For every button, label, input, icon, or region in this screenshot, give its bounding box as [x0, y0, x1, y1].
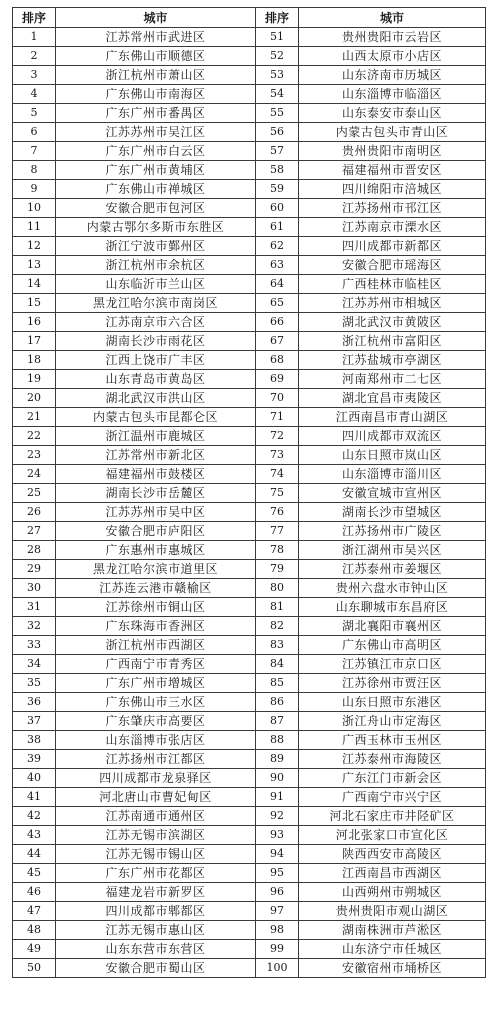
table-row — [13, 332, 486, 351]
rank-cell-right: 86 — [256, 693, 299, 712]
rank-cell-right: 61 — [256, 218, 299, 237]
city-cell-left: 黑龙江哈尔滨市道里区 — [56, 560, 256, 579]
city-cell-left: 山东东营市东营区 — [56, 940, 256, 959]
city-cell-right: 山西太原市小店区 — [299, 47, 486, 66]
rank-cell-left: 30 — [13, 579, 56, 598]
rank-cell-right: 69 — [256, 370, 299, 389]
rank-cell-left: 46 — [13, 883, 56, 902]
rank-cell-right: 76 — [256, 503, 299, 522]
table-row — [13, 826, 486, 845]
city-ranking-table — [12, 7, 486, 978]
table-row — [13, 408, 486, 427]
city-cell-left: 浙江宁波市鄞州区 — [56, 237, 256, 256]
rank-cell-left: 32 — [13, 617, 56, 636]
rank-cell-left: 5 — [13, 104, 56, 123]
city-cell-left: 河北唐山市曹妃甸区 — [56, 788, 256, 807]
table-row — [13, 693, 486, 712]
rank-cell-left: 27 — [13, 522, 56, 541]
rank-cell-right: 85 — [256, 674, 299, 693]
ranking-table-container — [12, 7, 485, 978]
rank-cell-right: 55 — [256, 104, 299, 123]
table-row — [13, 47, 486, 66]
rank-cell-right: 58 — [256, 161, 299, 180]
city-cell-left: 四川成都市郫都区 — [56, 902, 256, 921]
city-cell-left: 广东广州市花都区 — [56, 864, 256, 883]
rank-cell-right: 82 — [256, 617, 299, 636]
rank-cell-left: 3 — [13, 66, 56, 85]
city-cell-right: 山东济南市历城区 — [299, 66, 486, 85]
city-cell-left: 湖北武汉市洪山区 — [56, 389, 256, 408]
city-cell-right: 山东淄博市淄川区 — [299, 465, 486, 484]
rank-cell-right: 96 — [256, 883, 299, 902]
rank-cell-right: 73 — [256, 446, 299, 465]
city-cell-right: 江苏泰州市海陵区 — [299, 750, 486, 769]
table-row — [13, 28, 486, 47]
rank-cell-left: 28 — [13, 541, 56, 560]
rank-cell-right: 75 — [256, 484, 299, 503]
city-cell-left: 江西上饶市广丰区 — [56, 351, 256, 370]
rank-cell-left: 47 — [13, 902, 56, 921]
rank-cell-left: 31 — [13, 598, 56, 617]
rank-cell-left: 4 — [13, 85, 56, 104]
table-row — [13, 256, 486, 275]
rank-cell-right: 94 — [256, 845, 299, 864]
city-cell-right: 江苏盐城市亭湖区 — [299, 351, 486, 370]
city-cell-left: 江苏无锡市滨湖区 — [56, 826, 256, 845]
table-row — [13, 275, 486, 294]
rank-cell-right: 63 — [256, 256, 299, 275]
rank-cell-left: 34 — [13, 655, 56, 674]
rank-cell-left: 45 — [13, 864, 56, 883]
city-cell-right: 江苏泰州市姜堰区 — [299, 560, 486, 579]
city-cell-left: 江苏徐州市铜山区 — [56, 598, 256, 617]
city-cell-left: 安徽合肥市蜀山区 — [56, 959, 256, 978]
rank-cell-left: 48 — [13, 921, 56, 940]
city-cell-left: 内蒙古鄂尔多斯市东胜区 — [56, 218, 256, 237]
city-cell-right: 江苏苏州市相城区 — [299, 294, 486, 313]
table-row — [13, 655, 486, 674]
rank-cell-left: 17 — [13, 332, 56, 351]
table-row — [13, 712, 486, 731]
table-row — [13, 180, 486, 199]
rank-cell-left: 38 — [13, 731, 56, 750]
rank-cell-left: 6 — [13, 123, 56, 142]
city-cell-right: 山东聊城市东昌府区 — [299, 598, 486, 617]
rank-cell-left: 37 — [13, 712, 56, 731]
header-city-left: 城市 — [56, 8, 256, 28]
city-cell-right: 山西朔州市朔城区 — [299, 883, 486, 902]
city-cell-right: 山东泰安市泰山区 — [299, 104, 486, 123]
table-row — [13, 579, 486, 598]
rank-cell-left: 44 — [13, 845, 56, 864]
table-row — [13, 142, 486, 161]
rank-cell-right: 87 — [256, 712, 299, 731]
rank-cell-left: 11 — [13, 218, 56, 237]
rank-cell-left: 36 — [13, 693, 56, 712]
table-row — [13, 636, 486, 655]
city-cell-right: 山东日照市东港区 — [299, 693, 486, 712]
city-cell-left: 四川成都市龙泉驿区 — [56, 769, 256, 788]
city-cell-right: 福建福州市晋安区 — [299, 161, 486, 180]
rank-cell-left: 18 — [13, 351, 56, 370]
rank-cell-right: 93 — [256, 826, 299, 845]
rank-cell-right: 67 — [256, 332, 299, 351]
city-cell-right: 四川绵阳市涪城区 — [299, 180, 486, 199]
rank-cell-left: 49 — [13, 940, 56, 959]
rank-cell-left: 21 — [13, 408, 56, 427]
rank-cell-left: 25 — [13, 484, 56, 503]
rank-cell-left: 9 — [13, 180, 56, 199]
rank-cell-left: 26 — [13, 503, 56, 522]
table-row — [13, 218, 486, 237]
city-cell-left: 江苏扬州市江都区 — [56, 750, 256, 769]
city-cell-left: 江苏常州市武进区 — [56, 28, 256, 47]
rank-cell-left: 10 — [13, 199, 56, 218]
rank-cell-right: 89 — [256, 750, 299, 769]
rank-cell-left: 2 — [13, 47, 56, 66]
city-cell-left: 福建福州市鼓楼区 — [56, 465, 256, 484]
city-cell-left: 江苏连云港市赣榆区 — [56, 579, 256, 598]
rank-cell-left: 43 — [13, 826, 56, 845]
city-cell-right: 广东江门市新会区 — [299, 769, 486, 788]
city-cell-left: 安徽合肥市庐阳区 — [56, 522, 256, 541]
rank-cell-right: 100 — [256, 959, 299, 978]
table-row — [13, 788, 486, 807]
rank-cell-left: 7 — [13, 142, 56, 161]
city-cell-right: 安徽宣城市宣州区 — [299, 484, 486, 503]
city-cell-left: 湖南长沙市雨花区 — [56, 332, 256, 351]
rank-cell-right: 74 — [256, 465, 299, 484]
table-row — [13, 769, 486, 788]
city-cell-right: 山东日照市岚山区 — [299, 446, 486, 465]
rank-cell-right: 98 — [256, 921, 299, 940]
city-cell-right: 湖北襄阳市襄州区 — [299, 617, 486, 636]
rank-cell-left: 40 — [13, 769, 56, 788]
city-cell-right: 山东济宁市任城区 — [299, 940, 486, 959]
table-row — [13, 351, 486, 370]
city-cell-right: 江苏镇江市京口区 — [299, 655, 486, 674]
rank-cell-right: 97 — [256, 902, 299, 921]
rank-cell-right: 57 — [256, 142, 299, 161]
rank-cell-right: 54 — [256, 85, 299, 104]
rank-cell-right: 68 — [256, 351, 299, 370]
header-city-right: 城市 — [299, 8, 486, 28]
city-cell-left: 广东广州市增城区 — [56, 674, 256, 693]
city-cell-left: 江苏无锡市锡山区 — [56, 845, 256, 864]
city-cell-right: 江苏扬州市广陵区 — [299, 522, 486, 541]
rank-cell-right: 52 — [256, 47, 299, 66]
city-cell-right: 安徽合肥市瑶海区 — [299, 256, 486, 275]
city-cell-left: 广东佛山市三水区 — [56, 693, 256, 712]
rank-cell-left: 42 — [13, 807, 56, 826]
rank-cell-right: 70 — [256, 389, 299, 408]
city-cell-left: 广东佛山市南海区 — [56, 85, 256, 104]
city-cell-left: 广东佛山市禅城区 — [56, 180, 256, 199]
rank-cell-right: 56 — [256, 123, 299, 142]
table-row — [13, 617, 486, 636]
city-cell-left: 广东肇庆市高要区 — [56, 712, 256, 731]
city-cell-right: 湖北武汉市黄陂区 — [299, 313, 486, 332]
city-cell-right: 江苏南京市溧水区 — [299, 218, 486, 237]
city-cell-left: 浙江杭州市西湖区 — [56, 636, 256, 655]
rank-cell-right: 59 — [256, 180, 299, 199]
city-cell-right: 湖北宜昌市夷陵区 — [299, 389, 486, 408]
city-cell-right: 江苏徐州市贾汪区 — [299, 674, 486, 693]
city-cell-right: 湖南株洲市芦淞区 — [299, 921, 486, 940]
city-cell-right: 江西南昌市西湖区 — [299, 864, 486, 883]
city-cell-right: 贵州贵阳市观山湖区 — [299, 902, 486, 921]
city-cell-right: 江西南昌市青山湖区 — [299, 408, 486, 427]
rank-cell-left: 24 — [13, 465, 56, 484]
rank-cell-left: 19 — [13, 370, 56, 389]
rank-cell-left: 8 — [13, 161, 56, 180]
rank-cell-right: 83 — [256, 636, 299, 655]
table-row — [13, 674, 486, 693]
rank-cell-left: 12 — [13, 237, 56, 256]
table-row — [13, 294, 486, 313]
city-cell-right: 河北石家庄市井陉矿区 — [299, 807, 486, 826]
city-cell-left: 江苏常州市新北区 — [56, 446, 256, 465]
rank-cell-right: 62 — [256, 237, 299, 256]
table-row — [13, 560, 486, 579]
city-cell-right: 浙江湖州市吴兴区 — [299, 541, 486, 560]
rank-cell-right: 64 — [256, 275, 299, 294]
table-row — [13, 883, 486, 902]
city-cell-left: 广东佛山市顺德区 — [56, 47, 256, 66]
city-cell-left: 江苏苏州市吴江区 — [56, 123, 256, 142]
table-row — [13, 484, 486, 503]
city-cell-left: 江苏南通市通州区 — [56, 807, 256, 826]
table-row — [13, 389, 486, 408]
rank-cell-right: 60 — [256, 199, 299, 218]
rank-cell-right: 90 — [256, 769, 299, 788]
city-cell-right: 广东佛山市高明区 — [299, 636, 486, 655]
table-row — [13, 199, 486, 218]
city-cell-right: 浙江杭州市富阳区 — [299, 332, 486, 351]
city-cell-right: 浙江舟山市定海区 — [299, 712, 486, 731]
city-cell-right: 陕西西安市高陵区 — [299, 845, 486, 864]
table-row — [13, 845, 486, 864]
rank-cell-right: 99 — [256, 940, 299, 959]
city-cell-right: 湖南长沙市望城区 — [299, 503, 486, 522]
city-cell-right: 河南郑州市二七区 — [299, 370, 486, 389]
rank-cell-right: 91 — [256, 788, 299, 807]
city-cell-left: 江苏无锡市惠山区 — [56, 921, 256, 940]
table-row — [13, 598, 486, 617]
rank-cell-right: 78 — [256, 541, 299, 560]
city-cell-left: 山东淄博市张店区 — [56, 731, 256, 750]
table-row — [13, 522, 486, 541]
header-rank-right: 排序 — [256, 8, 299, 28]
table-row — [13, 446, 486, 465]
rank-cell-right: 72 — [256, 427, 299, 446]
city-cell-left: 江苏苏州市吴中区 — [56, 503, 256, 522]
table-row — [13, 370, 486, 389]
rank-cell-left: 33 — [13, 636, 56, 655]
table-row — [13, 959, 486, 978]
table-row — [13, 313, 486, 332]
rank-cell-left: 16 — [13, 313, 56, 332]
city-cell-left: 山东临沂市兰山区 — [56, 275, 256, 294]
table-row — [13, 503, 486, 522]
city-cell-right: 山东淄博市临淄区 — [299, 85, 486, 104]
city-cell-right: 贵州贵阳市云岩区 — [299, 28, 486, 47]
header-rank-left: 排序 — [13, 8, 56, 28]
rank-cell-right: 77 — [256, 522, 299, 541]
city-cell-right: 广西南宁市兴宁区 — [299, 788, 486, 807]
table-row — [13, 902, 486, 921]
city-cell-right: 四川成都市新都区 — [299, 237, 486, 256]
rank-cell-right: 51 — [256, 28, 299, 47]
city-cell-left: 黑龙江哈尔滨市南岗区 — [56, 294, 256, 313]
city-cell-left: 内蒙古包头市昆都仑区 — [56, 408, 256, 427]
city-cell-right: 贵州贵阳市南明区 — [299, 142, 486, 161]
table-header-row — [13, 8, 486, 28]
city-cell-left: 广东广州市番禺区 — [56, 104, 256, 123]
table-row — [13, 123, 486, 142]
rank-cell-left: 1 — [13, 28, 56, 47]
table-row — [13, 750, 486, 769]
rank-cell-left: 35 — [13, 674, 56, 693]
table-row — [13, 864, 486, 883]
rank-cell-left: 15 — [13, 294, 56, 313]
rank-cell-right: 92 — [256, 807, 299, 826]
rank-cell-right: 53 — [256, 66, 299, 85]
city-cell-left: 浙江杭州市萧山区 — [56, 66, 256, 85]
rank-cell-left: 13 — [13, 256, 56, 275]
city-cell-right: 贵州六盘水市钟山区 — [299, 579, 486, 598]
rank-cell-left: 23 — [13, 446, 56, 465]
city-cell-left: 山东青岛市黄岛区 — [56, 370, 256, 389]
table-row — [13, 161, 486, 180]
table-row — [13, 731, 486, 750]
table-row — [13, 541, 486, 560]
table-row — [13, 427, 486, 446]
table-row — [13, 85, 486, 104]
city-cell-left: 安徽合肥市包河区 — [56, 199, 256, 218]
table-row — [13, 104, 486, 123]
city-cell-right: 四川成都市双流区 — [299, 427, 486, 446]
table-row — [13, 940, 486, 959]
city-cell-left: 福建龙岩市新罗区 — [56, 883, 256, 902]
table-row — [13, 66, 486, 85]
city-cell-left: 浙江温州市鹿城区 — [56, 427, 256, 446]
table-body — [13, 28, 486, 978]
table-row — [13, 237, 486, 256]
rank-cell-left: 22 — [13, 427, 56, 446]
city-cell-left: 江苏南京市六合区 — [56, 313, 256, 332]
rank-cell-right: 88 — [256, 731, 299, 750]
city-cell-right: 广西桂林市临桂区 — [299, 275, 486, 294]
rank-cell-left: 29 — [13, 560, 56, 579]
city-cell-left: 湖南长沙市岳麓区 — [56, 484, 256, 503]
rank-cell-right: 66 — [256, 313, 299, 332]
city-cell-left: 广西南宁市青秀区 — [56, 655, 256, 674]
rank-cell-right: 80 — [256, 579, 299, 598]
city-cell-left: 广东惠州市惠城区 — [56, 541, 256, 560]
rank-cell-right: 95 — [256, 864, 299, 883]
rank-cell-right: 84 — [256, 655, 299, 674]
city-cell-right: 河北张家口市宣化区 — [299, 826, 486, 845]
city-cell-left: 广东广州市黄埔区 — [56, 161, 256, 180]
city-cell-left: 广东广州市白云区 — [56, 142, 256, 161]
rank-cell-left: 20 — [13, 389, 56, 408]
rank-cell-right: 71 — [256, 408, 299, 427]
city-cell-left: 广东珠海市香洲区 — [56, 617, 256, 636]
rank-cell-left: 41 — [13, 788, 56, 807]
rank-cell-right: 65 — [256, 294, 299, 313]
table-row — [13, 807, 486, 826]
rank-cell-right: 81 — [256, 598, 299, 617]
rank-cell-right: 79 — [256, 560, 299, 579]
rank-cell-left: 14 — [13, 275, 56, 294]
table-row — [13, 465, 486, 484]
rank-cell-left: 50 — [13, 959, 56, 978]
rank-cell-left: 39 — [13, 750, 56, 769]
table-row — [13, 921, 486, 940]
city-cell-right: 内蒙古包头市青山区 — [299, 123, 486, 142]
city-cell-right: 广西玉林市玉州区 — [299, 731, 486, 750]
city-cell-right: 江苏扬州市邗江区 — [299, 199, 486, 218]
city-cell-right: 安徽宿州市埇桥区 — [299, 959, 486, 978]
city-cell-left: 浙江杭州市余杭区 — [56, 256, 256, 275]
